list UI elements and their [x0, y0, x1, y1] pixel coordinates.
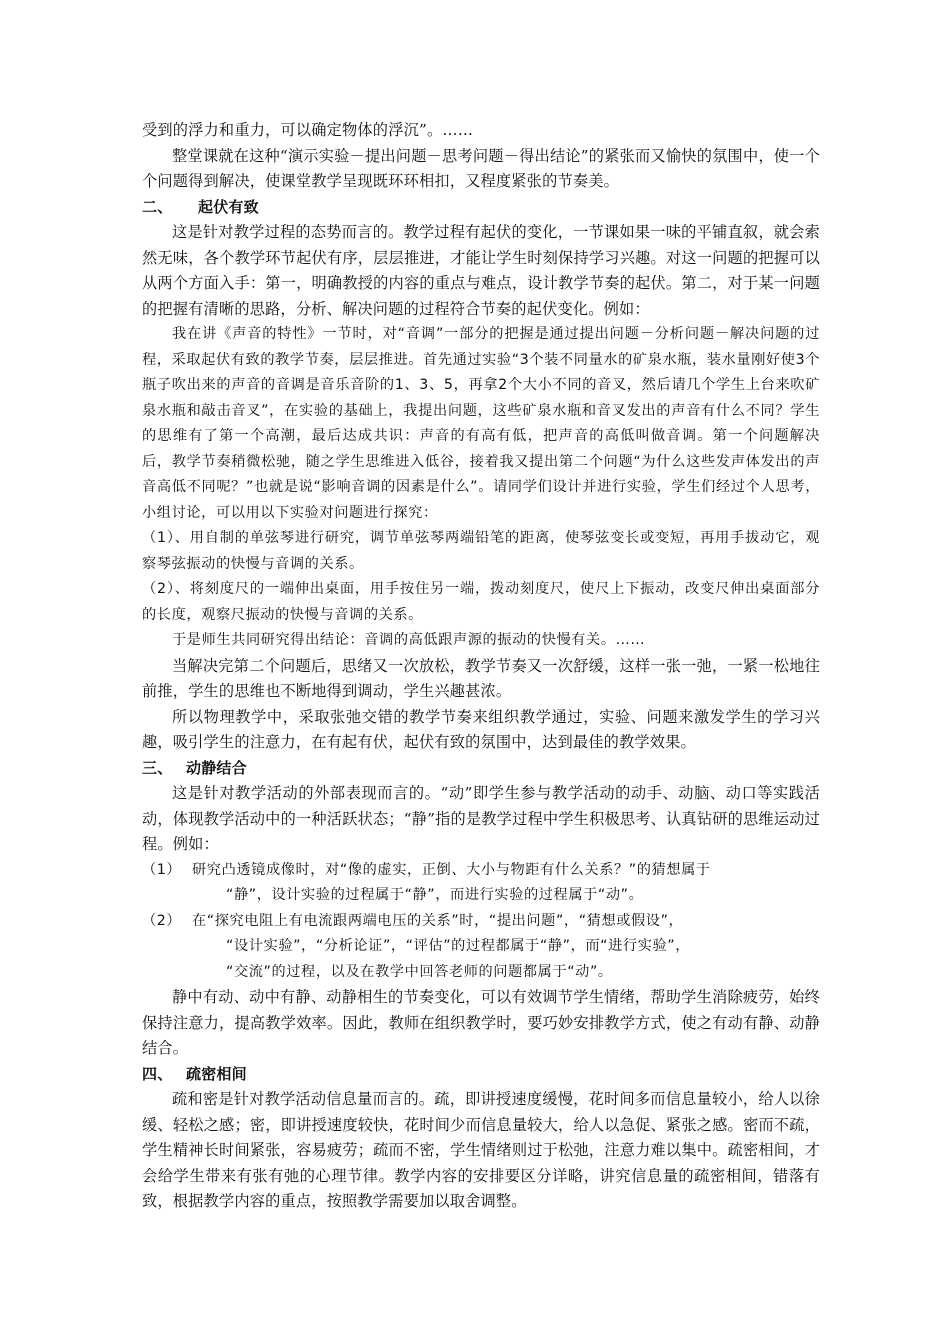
section-heading-4	[142, 1062, 820, 1088]
section-number: 四、	[142, 1064, 173, 1083]
list-marker: （2）	[142, 912, 182, 929]
paragraph: 疏和密是针对教学活动信息量而言的。疏，即讲授速度缓慢，花时间多而信息量较小，给人以徐缓、轻松之感；密，即讲授速度较快，花时间少而信息量较大，给人以急促、紧张之感。密而不疏，学生精神长时间紧张，容易疲劳；疏而不密，学生情绪则过于松弛，注意力难以集中。疏密相间，才会给学生带来有张有弛的心理节律。教学内容的安排要区分详略，讲究信息量的疏密相间，错落有致，根据教学内容的重点，按照教学需要加以取舍调整。	[142, 1090, 820, 1210]
section-heading-3	[142, 756, 820, 782]
section-number: 二、	[142, 197, 173, 216]
list-marker: （1）	[142, 861, 182, 878]
list-text-line: “静”，设计实验的过程属于“静”，而进行实验的过程属于“动”。	[226, 887, 644, 903]
list-item	[142, 909, 820, 986]
section-heading-2	[142, 195, 820, 221]
paragraph: 静中有动、动中有静、动静相生的节奏变化，可以有效调节学生情绪，帮助学生消除疲劳，始终保持注意力，提高教学效率。因此，教师在组织教学时，要巧妙安排教学方式，使之有动有静、动静结合。	[142, 988, 820, 1057]
section-title: 疏密相间	[186, 1064, 247, 1083]
paragraph: 所以物理教学中，采取张弛交错的教学节奏来组织教学通过，实验、问题来激发学生的学习兴趣，吸引学生的注意力，在有起有伏，起伏有致的氛围中，达到最佳的教学效果。	[142, 707, 820, 751]
section-number: 三、	[142, 758, 173, 777]
list-item: （2）、将刻度尺的一端伸出桌面，用手按住另一端，拨动刻度尺，使尺上下振动，改变尺伸出桌面部分的长度，观察尺振动的快慢与音调的关系。	[142, 581, 820, 623]
example-paragraph: 我在讲《声音的特性》一节时，对“音调”一部分的把握是通过提出问题－分析问题－解决问题的过程，采取起伏有致的教学节奏，层层推进。首先通过实验“3个装不同量水的矿泉水瓶，装水量刚好使3个瓶子吹出来的声音的音调是音乐音阶的1、3、5，再拿2个大小不同的音叉，然后请几个学生上台来吹矿泉水瓶和敲击音叉”，在实验的基础上，我提出问题，这些矿泉水瓶和音叉发出的声音有什么不同？学生的思维有了第一个高潮，最后达成共识：声音的有高有低，把声音的高低叫做音调。第一个问题解决后，教学节奏稍微松驰，随之学生思维进入低谷，接着我又提出第二个问题“为什么这些发声体发出的声音高低不同呢？”也就是说“影响音调的因素是什么”。请同学们设计并进行实验，学生们经过个人思考，小组讨论，可以用以下实验对问题进行探究：	[142, 326, 820, 521]
section-title: 起伏有致	[198, 197, 259, 216]
list-text-line: 在“探究电阻上有电流跟两端电压的关系”时，“提出问题”，“猜想或假设”，	[192, 912, 684, 929]
list-item	[142, 858, 820, 909]
list-text-line: 研究凸透镜成像时，对“像的虚实，正倒、大小与物距有什么关系？”的猜想属于	[192, 861, 711, 878]
list-text-line: “交流”的过程，以及在教学中回答老师的问题都属于“动”。	[226, 963, 613, 980]
paragraph: 当解决完第二个问题后，思绪又一次放松，教学节奏又一次舒缓，这样一张一弛，一紧一松地往前推，学生的思维也不断地得到调动，学生兴趣甚浓。	[142, 656, 820, 700]
paragraph-continued: 受到的浮力和重力，可以确定物体的浮沉”。……	[142, 121, 474, 139]
paragraph-summary: 整堂课就在这种“演示实验－提出问题－思考问题－得出结论”的紧张而又愉快的氛围中，使一个个问题得到解决，使课堂教学呈现既环环相扣，又程度紧张的节奏美。	[142, 146, 820, 190]
section-title: 动静结合	[186, 758, 247, 777]
list-item: （1）、用自制的单弦琴进行研究，调节单弦琴两端铅笔的距离，使琴弦变长或变短，再用手拔动它，观察琴弦振动的快慢与音调的关系。	[142, 530, 820, 572]
document-page	[142, 118, 820, 1215]
paragraph: 这是针对教学活动的外部表现而言的。“动”即学生参与教学活动的动手、动脑、动口等实践活动，体现教学活动中的一种活跃状态；“静”指的是教学过程中学生积极思考、认真钻研的思维运动过程。例如：	[142, 784, 820, 853]
paragraph: 这是针对教学过程的态势而言的。教学过程有起伏的变化，一节课如果一味的平铺直叙，就会索然无味，各个教学环节起伏有序，层层推进，才能让学生时刻保持学习兴趣。对这一问题的把握可以从两个方面入手：第一，明确教授的内容的重点与难点，设计教学节奏的起伏。第二，对于某一问题的把握有清晰的思路，分析、解决问题的过程符合节奏的起伏变化。例如：	[142, 223, 820, 318]
paragraph: 于是师生共同研究得出结论：音调的高低跟声源的振动的快慢有关。……	[172, 632, 646, 648]
list-text-line: “设计实验”，“分析论证”，“评估”的过程都属于“静”，而“进行实验”，	[226, 938, 690, 954]
